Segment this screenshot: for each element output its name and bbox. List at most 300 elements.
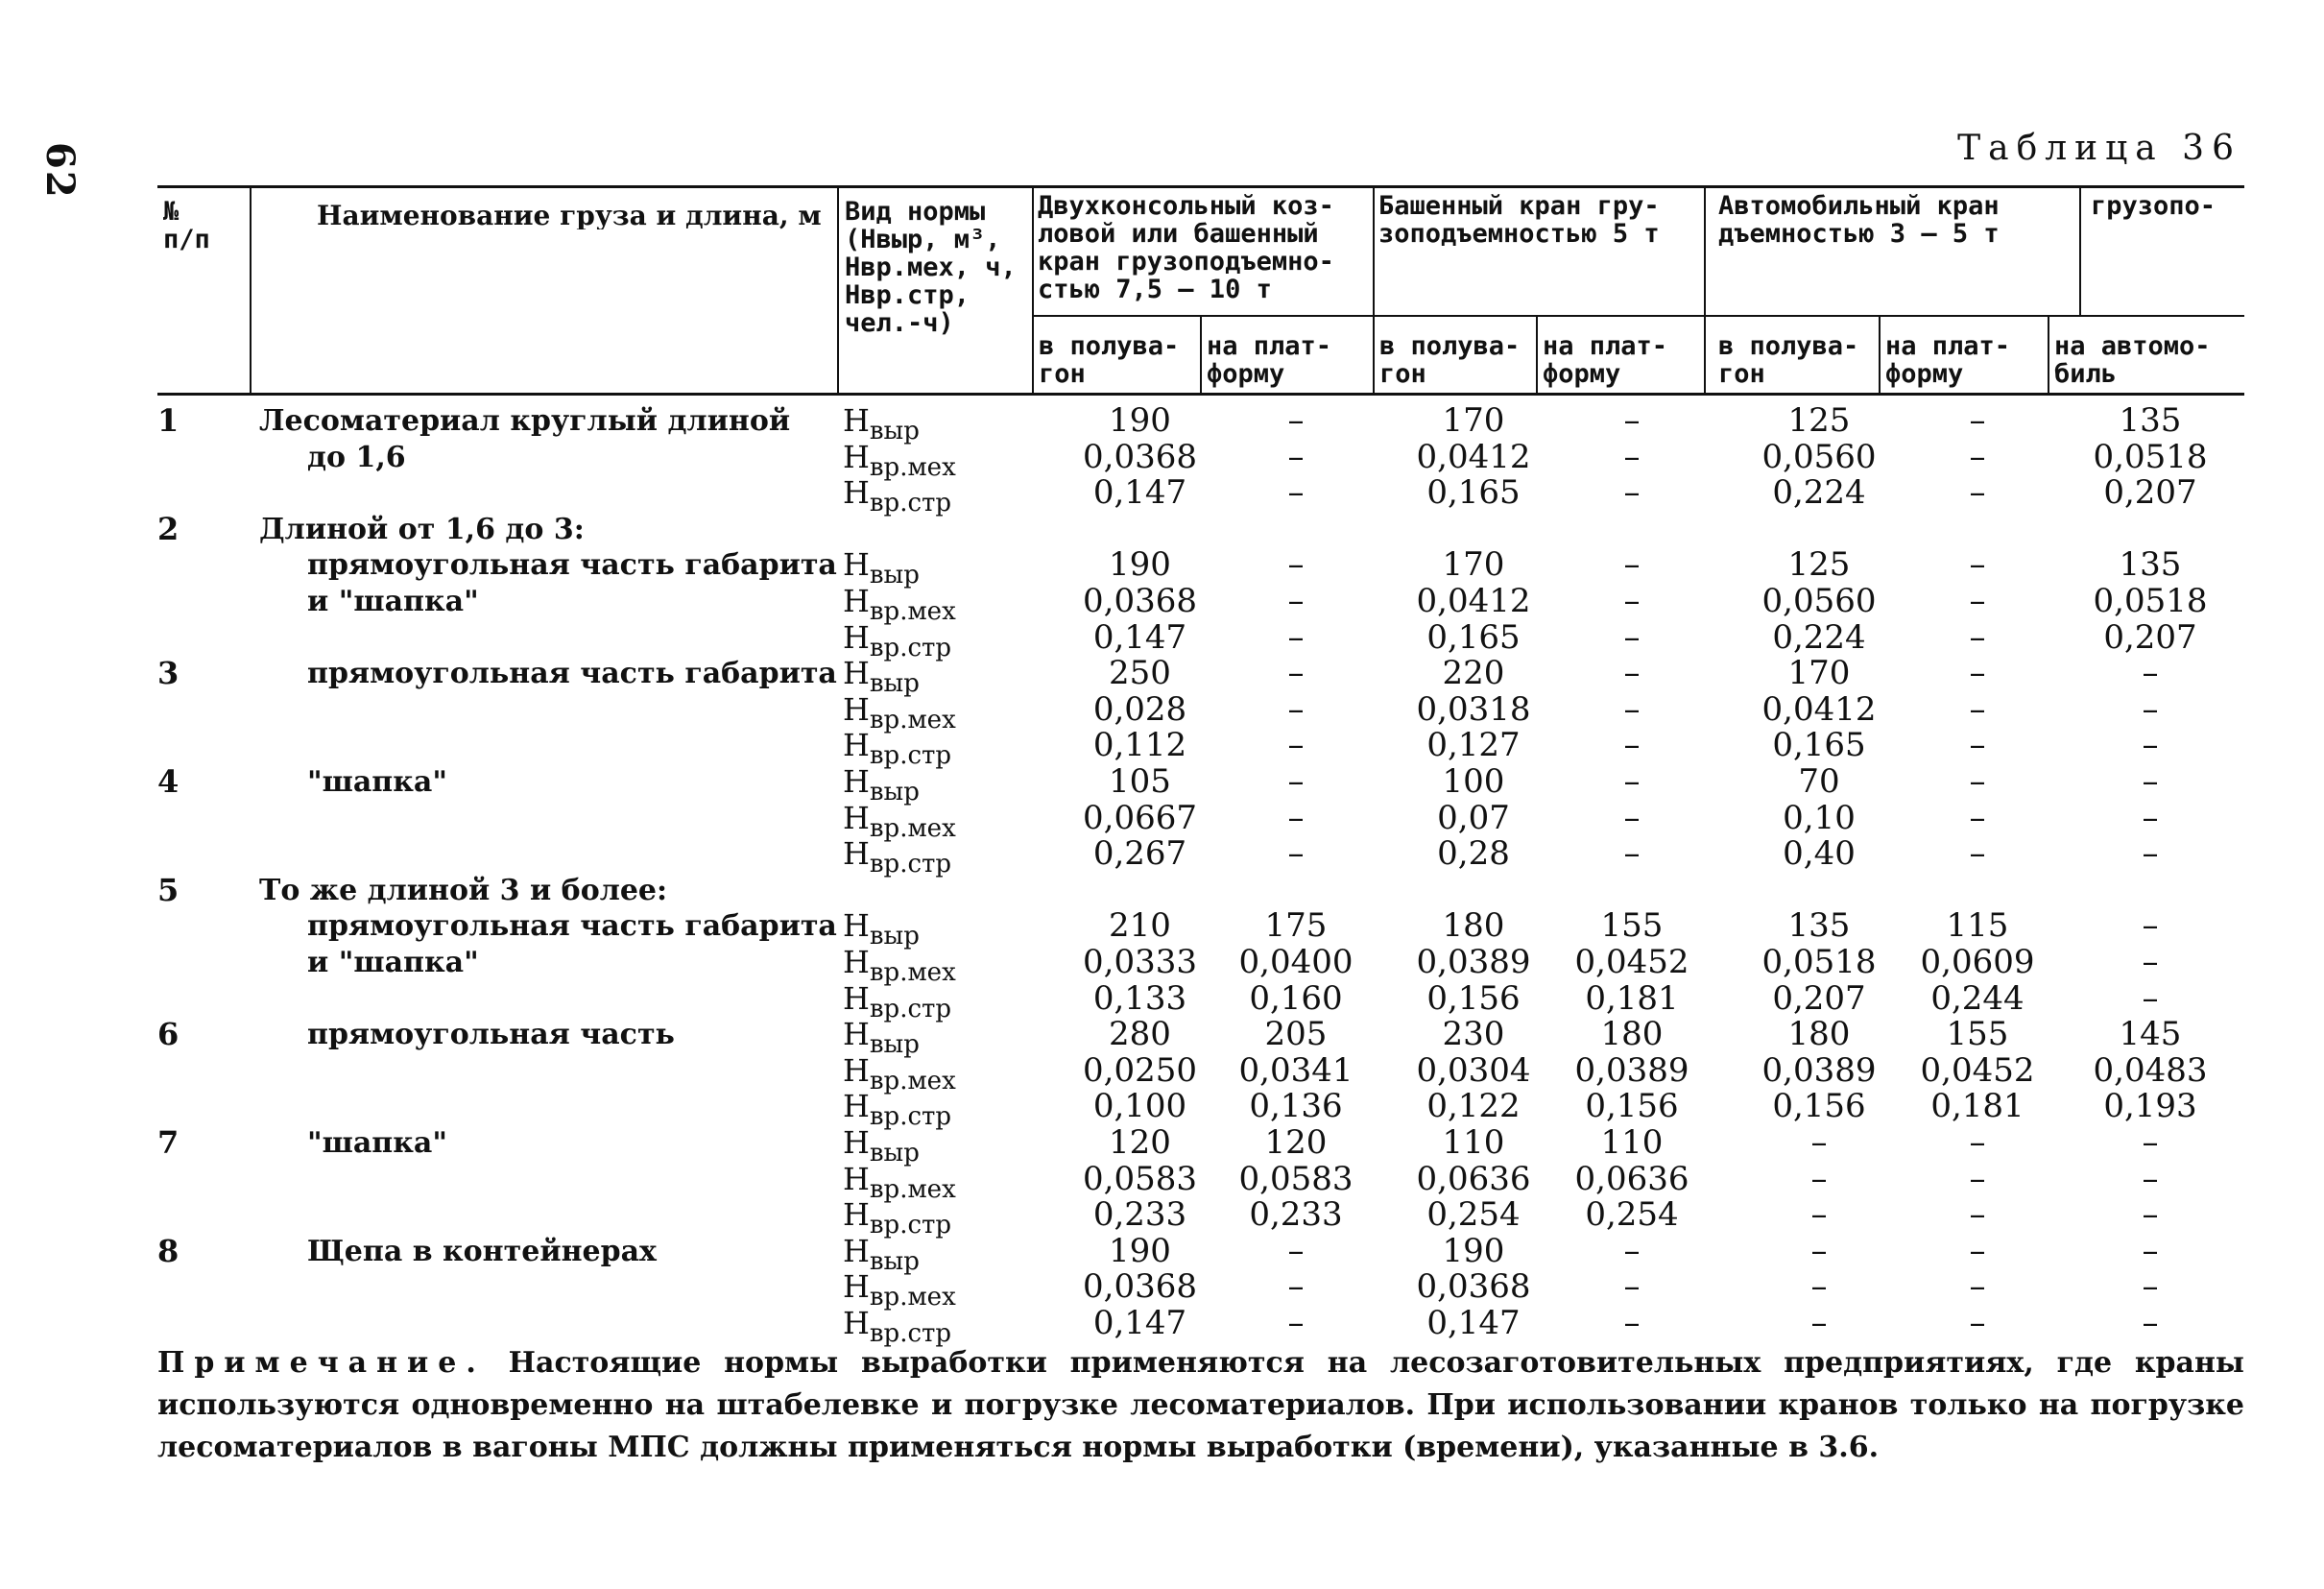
cargo-name: прямоугольная часть габарита bbox=[307, 657, 837, 690]
value-cell: 0,254 bbox=[1585, 1195, 1679, 1234]
value-cell: – bbox=[1810, 1267, 1828, 1306]
value-cell: – bbox=[2142, 834, 2159, 873]
value-cell: – bbox=[1623, 834, 1641, 873]
norm-letter: Н bbox=[843, 1233, 870, 1269]
col-rule bbox=[250, 185, 252, 395]
value-cell: – bbox=[2142, 690, 2159, 729]
value-cell: 0,10 bbox=[1783, 799, 1856, 837]
row-number bbox=[157, 1197, 215, 1233]
norm-letter: Н bbox=[843, 1124, 870, 1161]
table-row bbox=[0, 618, 2324, 662]
table-row bbox=[0, 1267, 2324, 1312]
value-cell: – bbox=[2142, 762, 2159, 801]
value-cell: – bbox=[1287, 726, 1305, 764]
value-cell: – bbox=[1969, 1160, 1986, 1198]
norm-letter: Н bbox=[843, 1268, 870, 1305]
value-cell: – bbox=[1810, 1160, 1828, 1198]
value-cell: 180 bbox=[1600, 1015, 1664, 1053]
value-cell: 220 bbox=[1442, 654, 1505, 692]
norm-subscript: вр.мех bbox=[869, 453, 956, 482]
value-cell: 0,07 bbox=[1437, 799, 1510, 837]
value-cell: 0,0250 bbox=[1083, 1051, 1197, 1090]
subheader-cell: на плат- форму bbox=[1543, 332, 1668, 388]
row-number bbox=[157, 584, 215, 619]
subheader-rule bbox=[1032, 315, 2244, 317]
norm-letter: Н bbox=[843, 1161, 870, 1197]
value-cell: 0,0368 bbox=[1083, 438, 1197, 476]
norm-type bbox=[843, 1196, 1035, 1240]
norm-letter: Н bbox=[843, 691, 870, 728]
table-title: Таблица 36 bbox=[1957, 129, 2241, 168]
subheader-cell: в полува- гон bbox=[1039, 332, 1180, 388]
table-row bbox=[0, 690, 2324, 734]
value-cell: 0,0368 bbox=[1083, 1267, 1197, 1306]
row-number bbox=[157, 1162, 215, 1197]
value-cell: – bbox=[1969, 582, 1986, 620]
col-rule bbox=[1536, 315, 1538, 395]
value-cell: 0,156 bbox=[1772, 1087, 1866, 1125]
value-cell: – bbox=[1623, 545, 1641, 584]
page-number: 62 bbox=[37, 142, 83, 200]
norm-letter: Н bbox=[843, 1016, 870, 1052]
row-number bbox=[157, 1089, 215, 1124]
norm-type bbox=[843, 763, 1035, 807]
col-rule bbox=[1704, 185, 1706, 395]
value-cell: 280 bbox=[1109, 1015, 1171, 1053]
value-cell: 0,160 bbox=[1249, 979, 1343, 1018]
cargo-name: Лесоматериал круглый длиной bbox=[259, 404, 791, 438]
norm-letter: Н bbox=[843, 763, 870, 800]
norm-type bbox=[843, 1161, 1035, 1204]
norm-type bbox=[843, 727, 1035, 770]
value-cell: 0,0400 bbox=[1238, 943, 1354, 981]
norm-letter: Н bbox=[843, 655, 870, 691]
value-cell: – bbox=[2142, 654, 2159, 692]
value-cell bbox=[1536, 512, 1728, 547]
value-cell: – bbox=[1287, 690, 1305, 729]
norm-letter: Н bbox=[843, 1196, 870, 1233]
cargo-name: Длиной от 1,6 до 3: bbox=[259, 513, 585, 546]
value-cell: – bbox=[1287, 654, 1305, 692]
value-cell: 0,165 bbox=[1426, 473, 1521, 512]
cargo-name: То же длиной 3 и более: bbox=[259, 874, 668, 907]
norm-letter: Н bbox=[843, 546, 870, 583]
value-cell bbox=[2035, 512, 2265, 547]
table-row bbox=[0, 979, 2324, 1023]
value-cell: 190 bbox=[1109, 545, 1171, 584]
norm-subscript: вр.мех bbox=[869, 706, 956, 734]
value-cell: 170 bbox=[1442, 545, 1505, 584]
note-label: Примечание. bbox=[157, 1346, 486, 1380]
row-number bbox=[157, 945, 215, 980]
cargo-name: прямоугольная часть bbox=[307, 1018, 675, 1051]
value-cell: – bbox=[1287, 1232, 1305, 1270]
norm-subscript: выр bbox=[869, 417, 920, 445]
norm-subscript: выр bbox=[869, 922, 920, 951]
value-cell: – bbox=[2142, 1232, 2159, 1270]
table-row bbox=[0, 799, 2324, 843]
norm-subscript: вр.мех bbox=[869, 1175, 956, 1204]
value-cell: – bbox=[1623, 473, 1641, 512]
row-number bbox=[157, 728, 215, 763]
value-cell: – bbox=[1287, 545, 1305, 584]
value-cell: 0,193 bbox=[2103, 1087, 2197, 1125]
value-cell: – bbox=[2142, 1267, 2159, 1306]
row-number: 2 bbox=[157, 511, 180, 547]
value-cell: 180 bbox=[1787, 1015, 1851, 1053]
row-number bbox=[157, 1306, 215, 1341]
norm-type bbox=[843, 907, 1035, 951]
norm-letter: Н bbox=[843, 980, 870, 1017]
norm-subscript: выр bbox=[869, 1139, 920, 1168]
value-cell: 120 bbox=[1264, 1123, 1328, 1162]
value-cell: 115 bbox=[1946, 906, 2009, 945]
norm-letter: Н bbox=[843, 1052, 870, 1089]
value-cell: 180 bbox=[1442, 906, 1505, 945]
value-cell: 135 bbox=[1787, 906, 1851, 945]
value-cell bbox=[1536, 873, 1728, 908]
value-cell: – bbox=[1969, 1304, 1986, 1342]
value-cell: 0,0389 bbox=[1761, 1051, 1877, 1090]
cargo-name: и "шапка" bbox=[307, 946, 479, 979]
value-cell: – bbox=[1969, 1232, 1986, 1270]
value-cell: 0,28 bbox=[1437, 834, 1510, 873]
table-row bbox=[0, 654, 2324, 698]
cargo-name: "шапка" bbox=[307, 1126, 448, 1160]
value-cell: 0,0609 bbox=[1920, 943, 2035, 981]
value-cell: 0,0412 bbox=[1416, 582, 1531, 620]
value-cell: 0,028 bbox=[1092, 690, 1187, 729]
table-row bbox=[0, 1015, 2324, 1059]
value-cell: 210 bbox=[1109, 906, 1171, 945]
value-cell: 0,254 bbox=[1426, 1195, 1521, 1234]
value-cell: 0,133 bbox=[1092, 979, 1187, 1018]
value-cell: – bbox=[1969, 654, 1986, 692]
table-row bbox=[0, 943, 2324, 987]
value-cell: 0,207 bbox=[1772, 979, 1866, 1018]
norm-subscript: выр bbox=[869, 561, 920, 590]
col-rule bbox=[1879, 315, 1881, 395]
header-norm-type: Вид нормы (Нвыр, м³, Нвр.мех, ч, Нвр.стр, чел.-ч) bbox=[845, 198, 1017, 337]
value-cell: 0,127 bbox=[1426, 726, 1521, 764]
row-number bbox=[157, 440, 215, 475]
norm-subscript: вр.стр bbox=[869, 634, 952, 662]
value-cell: 120 bbox=[1109, 1123, 1171, 1162]
row-number: 8 bbox=[157, 1233, 180, 1269]
norm-letter: Н bbox=[843, 944, 870, 980]
value-cell: – bbox=[1623, 401, 1641, 440]
value-cell: – bbox=[1810, 1304, 1828, 1342]
value-cell: 125 bbox=[1787, 401, 1851, 440]
value-cell: 0,136 bbox=[1249, 1087, 1343, 1125]
value-cell: – bbox=[2142, 799, 2159, 837]
norm-type bbox=[843, 1088, 1035, 1131]
norm-type bbox=[843, 1268, 1035, 1312]
table-row bbox=[0, 1304, 2324, 1348]
value-cell: – bbox=[2142, 1304, 2159, 1342]
value-cell: 0,0452 bbox=[1920, 1051, 2035, 1090]
value-cell: 70 bbox=[1798, 762, 1840, 801]
subheader-cell: в полува- гон bbox=[1379, 332, 1521, 388]
value-cell: – bbox=[1810, 1195, 1828, 1234]
value-cell: 0,0560 bbox=[1761, 438, 1877, 476]
norm-subscript: выр bbox=[869, 1030, 920, 1059]
value-cell: – bbox=[1969, 1195, 1986, 1234]
value-cell: – bbox=[2142, 943, 2159, 981]
value-cell: 0,181 bbox=[1585, 979, 1679, 1018]
table-row bbox=[0, 1160, 2324, 1204]
value-cell: 110 bbox=[1442, 1123, 1505, 1162]
value-cell: – bbox=[1623, 690, 1641, 729]
value-cell: 0,112 bbox=[1092, 726, 1187, 764]
value-cell: 190 bbox=[1109, 401, 1171, 440]
value-cell: – bbox=[1623, 1267, 1641, 1306]
value-cell: – bbox=[1623, 654, 1641, 692]
cargo-name: до 1,6 bbox=[307, 441, 406, 474]
norm-subscript: вр.мех bbox=[869, 1067, 956, 1095]
row-number bbox=[157, 692, 215, 728]
norm-type bbox=[843, 546, 1035, 590]
value-cell: 0,233 bbox=[1092, 1195, 1187, 1234]
norm-letter: Н bbox=[843, 583, 870, 619]
value-cell: 0,0368 bbox=[1416, 1267, 1531, 1306]
norm-subscript: вр.мех bbox=[869, 597, 956, 626]
value-cell: 190 bbox=[1109, 1232, 1171, 1270]
row-number bbox=[157, 801, 215, 836]
header-group-gantry-crane: Двухконсольный коз- ловой или башенный кран грузоподъемно- стью 7,5 — 10 т bbox=[1038, 192, 1334, 303]
subheader-cell: на плат- форму bbox=[1207, 332, 1332, 388]
norm-subscript: выр bbox=[869, 669, 920, 698]
col-rule bbox=[1373, 185, 1375, 395]
row-number bbox=[157, 908, 215, 944]
value-cell: – bbox=[1810, 1232, 1828, 1270]
note-text: Настоящие нормы выработки применяются на лесозаготовительных предприятиях, где краны используются одновременно на штабелевке и погрузке лесоматериалов. При использовании кранов только на погрузке лесоматериалов в вагоны МПС должны применяться нормы выработки (времени), указанные в 3.6. bbox=[157, 1346, 2244, 1464]
norm-subscript: вр.стр bbox=[869, 1102, 952, 1131]
table-row bbox=[0, 512, 2324, 547]
norm-subscript: выр bbox=[869, 778, 920, 807]
norm-type bbox=[843, 583, 1035, 626]
value-cell: 0,122 bbox=[1426, 1087, 1521, 1125]
value-cell: 145 bbox=[2119, 1015, 2182, 1053]
norm-subscript: вр.стр bbox=[869, 741, 952, 770]
table-row bbox=[0, 582, 2324, 626]
value-cell: 0,0304 bbox=[1416, 1051, 1531, 1090]
norm-letter: Н bbox=[843, 907, 870, 944]
value-cell: 250 bbox=[1109, 654, 1171, 692]
value-cell: 105 bbox=[1109, 762, 1171, 801]
value-cell: 0,147 bbox=[1092, 618, 1187, 657]
norm-letter: Н bbox=[843, 835, 870, 872]
row-number bbox=[157, 475, 215, 511]
row-number: 1 bbox=[157, 402, 180, 439]
value-cell: 0,147 bbox=[1092, 473, 1187, 512]
table-row bbox=[0, 873, 2324, 908]
value-cell: 155 bbox=[1946, 1015, 2009, 1053]
norm-type bbox=[843, 800, 1035, 843]
row-number: 7 bbox=[157, 1124, 180, 1161]
value-cell: 0,100 bbox=[1092, 1087, 1187, 1125]
value-cell: – bbox=[1969, 438, 1986, 476]
table-row bbox=[0, 726, 2324, 770]
value-cell: 0,0333 bbox=[1083, 943, 1197, 981]
cargo-name: и "шапка" bbox=[307, 585, 479, 618]
row-number bbox=[157, 836, 215, 872]
value-cell: 110 bbox=[1600, 1123, 1664, 1162]
value-cell: 0,0483 bbox=[2093, 1051, 2208, 1090]
norm-letter: Н bbox=[843, 474, 870, 511]
header-row-no: № п/п bbox=[163, 198, 210, 253]
row-number: 5 bbox=[157, 872, 180, 908]
subheader-cell: на плат- форму bbox=[1885, 332, 2011, 388]
value-cell: 0,0389 bbox=[1574, 1051, 1689, 1090]
subheader-cell: на автомо- биль bbox=[2054, 332, 2211, 388]
value-cell: 0,0636 bbox=[1574, 1160, 1689, 1198]
value-cell: 0,156 bbox=[1585, 1087, 1679, 1125]
value-cell: 0,0667 bbox=[1083, 799, 1197, 837]
value-cell: – bbox=[1287, 1267, 1305, 1306]
value-cell: 125 bbox=[1787, 545, 1851, 584]
row-number bbox=[157, 981, 215, 1017]
subheader-cell: в полува- гон bbox=[1718, 332, 1859, 388]
row-number: 6 bbox=[157, 1016, 180, 1052]
value-cell bbox=[2035, 873, 2265, 908]
norm-type bbox=[843, 1124, 1035, 1168]
value-cell: 0,224 bbox=[1772, 618, 1866, 657]
norm-subscript: вр.стр bbox=[869, 1211, 952, 1240]
norm-type bbox=[843, 474, 1035, 518]
header-group-truck-crane: Автомобильный кран дъемностью 3 — 5 т bbox=[1718, 192, 2000, 248]
value-cell: – bbox=[1969, 726, 1986, 764]
value-cell: 0,156 bbox=[1426, 979, 1521, 1018]
value-cell: 0,181 bbox=[1930, 1087, 2025, 1125]
value-cell: 0,0412 bbox=[1416, 438, 1531, 476]
norm-subscript: вр.мех bbox=[869, 1283, 956, 1312]
norm-letter: Н bbox=[843, 1088, 870, 1124]
table-row bbox=[0, 1123, 2324, 1168]
value-cell: 205 bbox=[1264, 1015, 1328, 1053]
header-group-lifting: грузопо- bbox=[2091, 192, 2216, 220]
value-cell: 0,0452 bbox=[1574, 943, 1689, 981]
norm-letter: Н bbox=[843, 1305, 870, 1341]
cargo-name: прямоугольная часть габарита bbox=[307, 548, 837, 582]
value-cell: – bbox=[1969, 1123, 1986, 1162]
norm-letter: Н bbox=[843, 439, 870, 475]
value-cell: – bbox=[2142, 979, 2159, 1018]
col-rule bbox=[2079, 185, 2081, 317]
value-cell: – bbox=[1810, 1123, 1828, 1162]
value-cell: 0,207 bbox=[2103, 618, 2197, 657]
value-cell: – bbox=[1287, 762, 1305, 801]
value-cell: 100 bbox=[1442, 762, 1505, 801]
cargo-name: "шапка" bbox=[307, 765, 448, 799]
row-number bbox=[157, 1053, 215, 1089]
value-cell: 0,207 bbox=[2103, 473, 2197, 512]
header-top-rule bbox=[157, 185, 2244, 188]
table-row bbox=[0, 438, 2324, 482]
value-cell: 0,0412 bbox=[1761, 690, 1877, 729]
value-cell: 0,0518 bbox=[1761, 943, 1877, 981]
norm-subscript: вр.стр bbox=[869, 995, 952, 1023]
norm-type bbox=[843, 1052, 1035, 1095]
value-cell: 0,165 bbox=[1772, 726, 1866, 764]
row-number: 3 bbox=[157, 655, 180, 691]
value-cell: 155 bbox=[1600, 906, 1664, 945]
value-cell: – bbox=[1287, 618, 1305, 657]
value-cell: – bbox=[1969, 799, 1986, 837]
value-cell: 0,0583 bbox=[1083, 1160, 1197, 1198]
value-cell: – bbox=[1623, 1304, 1641, 1342]
value-cell: 0,0560 bbox=[1761, 582, 1877, 620]
table-row bbox=[0, 1232, 2324, 1276]
value-cell: 0,0368 bbox=[1083, 582, 1197, 620]
table-row bbox=[0, 1051, 2324, 1095]
norm-letter: Н bbox=[843, 727, 870, 763]
value-cell: 230 bbox=[1442, 1015, 1505, 1053]
value-cell: – bbox=[1623, 438, 1641, 476]
value-cell: 0,0518 bbox=[2093, 582, 2208, 620]
value-cell: – bbox=[2142, 1123, 2159, 1162]
row-number bbox=[157, 1269, 215, 1305]
table-row bbox=[0, 834, 2324, 879]
value-cell: – bbox=[1623, 582, 1641, 620]
value-cell: – bbox=[1287, 401, 1305, 440]
norm-type bbox=[843, 619, 1035, 662]
value-cell: – bbox=[1969, 834, 1986, 873]
value-cell bbox=[1200, 512, 1392, 547]
value-cell: 170 bbox=[1442, 401, 1505, 440]
value-cell: – bbox=[1287, 1304, 1305, 1342]
table-row bbox=[0, 473, 2324, 518]
col-rule bbox=[1032, 185, 1034, 395]
row-number bbox=[157, 547, 215, 583]
value-cell: – bbox=[1969, 690, 1986, 729]
value-cell: – bbox=[1969, 618, 1986, 657]
value-cell: – bbox=[2142, 906, 2159, 945]
value-cell: – bbox=[1623, 1232, 1641, 1270]
value-cell bbox=[1200, 873, 1392, 908]
value-cell: 0,40 bbox=[1783, 834, 1856, 873]
value-cell: 0,0389 bbox=[1416, 943, 1531, 981]
col-rule bbox=[2048, 315, 2049, 395]
col-rule bbox=[1200, 315, 1202, 395]
norm-type bbox=[843, 835, 1035, 879]
table-row bbox=[0, 545, 2324, 590]
header-name: Наименование груза и длина, м bbox=[317, 202, 822, 229]
table-note bbox=[157, 1342, 2244, 1469]
value-cell: 135 bbox=[2119, 545, 2182, 584]
value-cell: – bbox=[1287, 582, 1305, 620]
value-cell: 175 bbox=[1264, 906, 1328, 945]
value-cell: 0,165 bbox=[1426, 618, 1521, 657]
table-row bbox=[0, 906, 2324, 951]
row-number bbox=[157, 620, 215, 656]
value-cell: 170 bbox=[1787, 654, 1851, 692]
value-cell: – bbox=[2142, 1160, 2159, 1198]
value-cell: – bbox=[1623, 618, 1641, 657]
norm-subscript: вр.стр bbox=[869, 850, 952, 879]
table-row bbox=[0, 762, 2324, 807]
table-row bbox=[0, 1195, 2324, 1240]
value-cell: – bbox=[2142, 726, 2159, 764]
value-cell: – bbox=[1969, 401, 1986, 440]
value-cell: 0,267 bbox=[1092, 834, 1187, 873]
value-cell: – bbox=[1623, 799, 1641, 837]
norm-type bbox=[843, 980, 1035, 1023]
row-number: 4 bbox=[157, 763, 180, 800]
header-group-tower-crane: Башенный кран гру- зоподъемностью 5 т bbox=[1378, 192, 1660, 248]
value-cell: – bbox=[1623, 762, 1641, 801]
value-cell: 0,233 bbox=[1249, 1195, 1343, 1234]
